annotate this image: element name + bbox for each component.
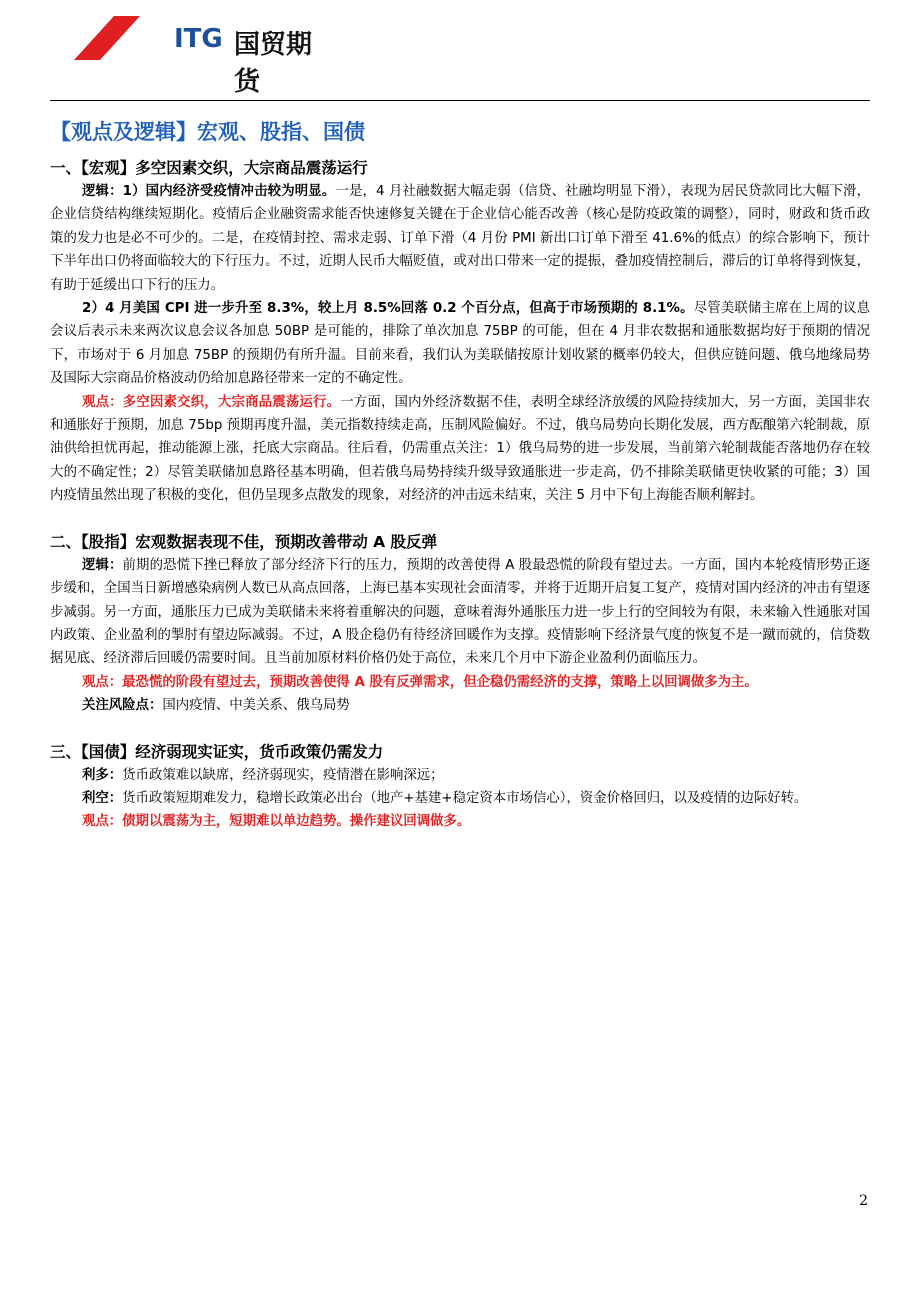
- macro-p2-text: 尽管美联储主席在上周的议息会议后表示未来两次议息会议各加息 50BP 是可能的，排除了单次加息 75BP 的可能，但在 4 月非农数据和通胀数据均好于预期的情况下，市场对于 6 月加息 75BP 的预期仍有所升温。目前来看，我们认为美联储按原计划收紧的概率仍较大，但供应链问题、俄乌地缘局势及国际大宗商品价格波动仍给加息路径带来一定的不确定性。: [50, 301, 871, 387]
- index-risk-text: 国内疫情、中美关系、俄乌局势: [162, 698, 350, 714]
- bond-heading: 三、【国债】经济弱现实证实，货币政策仍需发力: [50, 742, 384, 761]
- section-title: 【观点及逻辑】宏观、股指、国债: [50, 120, 365, 144]
- page-content: [50, 118, 870, 834]
- index-logic: [50, 554, 870, 671]
- bond-bear: [50, 787, 870, 810]
- macro-view-text: 一方面，国内外经济数据不佳，表明全球经济放缓的风险持续加大，另一方面，美国非农和通胀好于预期，加息 75bp 预期再度升温，美元指数持续走高，压制风险偏好。不过，俄乌局势向长期化发展，西方酝酿第六轮制裁，原油供给担忧再起，推动能源上涨，托底大宗商品。往后看，仍需重点关注：1）俄乌局势的进一步发展，当前第六轮制裁能否落地仍存在较大的不确定性；2）尽管美联储加息路径基本明确，但若俄乌局势持续升级导致通胀进一步走高，仍不排除美联储更快收紧的可能；3）国内疫情虽然出现了积极的变化，但仍呈现多点散发的现象，对经济的冲击远未结束，关注 5 月中下旬上海能否顺利解封。: [50, 394, 870, 504]
- macro-view-red: 观点：多空因素交织，大宗商品震荡运行。: [82, 394, 341, 410]
- index-view: [50, 671, 870, 694]
- bond-view-red: 观点：债期以震荡为主，短期难以单边趋势。操作建议回调做多。: [82, 814, 471, 830]
- macro-logic-2: [50, 297, 870, 391]
- macro-view: [50, 391, 870, 508]
- macro-p1-text: 一是，4 月社融数据大幅走弱（信贷、社融均明显下滑），表现为居民贷款同比大幅下滑，企业信贷结构继续短期化。疫情后企业融资需求能否快速修复关键在于企业信心能否改善（核心是防疫政策的调整），同时，财政和货币政策的发力也是必不可少的。二是，在疫情封控、需求走弱、订单下滑（4 月份 PMI 新出口订单下滑至 41.6%的低点）的综合影响下，预计下半年出口仍将面临较大的下行压力。不过，近期人民币大幅贬值，或对出口带来一定的提振，叠加疫情控制后，滞后的订单将得到恢复，有助于延缓出口下行的压力。: [50, 184, 870, 293]
- macro-logic-1: [50, 180, 870, 297]
- index-logic-text: 前期的恐慌下挫已释放了部分经济下行的压力，预期的改善使得 A 股最恐慌的阶段有望过去。一方面，国内本轮疫情形势正逐步缓和，全国当日新增感染病例人数已从高点回落，上海已基本实现社会面清零，并将于近期开启复工复产，疫情对国内经济的冲击有望逐步减弱。另一方面，通胀压力已成为美联储未来将着重解决的问题，意味着海外通胀压力进一步上行的空间较为有限，未来输入性通胀对国内政策、企业盈利的掣肘有望边际减弱。不过，A 股企稳仍有待经济回暖作为支撑。疫情影响下经济景气度的恢复不是一蹴而就的，信贷数据见底、经济滞后回暖仍需要时间。且当前加原材料价格仍处于高位，未来几个月中下游企业盈利仍面临压力。: [50, 557, 871, 667]
- page-number: 2: [859, 1193, 868, 1209]
- itg-logo: [74, 16, 334, 97]
- macro-p1-bold: 1）国内经济受疫情冲击较为明显。: [122, 184, 336, 199]
- macro-heading: 一、【宏观】多空因素交织，大宗商品震荡运行: [50, 159, 368, 177]
- bond-bull-text: 货币政策难以缺席，经济弱现实，疫情潜在影响深远；: [122, 767, 444, 783]
- index-heading: 二、【股指】宏观数据表现不佳，预期改善带动 A 股反弹: [50, 532, 438, 551]
- bond-bull: [50, 764, 870, 787]
- index-view-red: 观点：最恐慌的阶段有望过去，预期改善使得 A 股有反弹需求，但企稳仍需经济的支撑，策略上以回调做多为主。: [82, 674, 758, 690]
- logo-mark-icon: [74, 16, 174, 62]
- macro-p2-bold: 2）4 月美国 CPI 进一步升至 8.3%，较上月 8.5%回落 0.2 个百分点，但高于市场预期的 8.1%。: [82, 301, 694, 317]
- bond-bear-label: 利空：: [82, 790, 123, 806]
- logo-company-name: 国贸期货: [234, 30, 313, 97]
- bond-bull-label: 利多：: [82, 767, 123, 783]
- index-risk: [50, 694, 870, 717]
- bond-bear-text: 货币政策短期难发力，稳增长政策必出台（地产+基建+稳定资本市场信心），资金价格回归，以及疫情的边际好转。: [122, 790, 808, 806]
- page-header: [0, 0, 920, 104]
- index-risk-label: 关注风险点：: [82, 698, 163, 714]
- header-divider: [50, 100, 870, 101]
- bond-view: [50, 810, 870, 833]
- index-logic-label: 逻辑：: [82, 557, 123, 573]
- logo-brand-text: ITG: [174, 24, 223, 54]
- macro-logic-label: 逻辑：: [82, 184, 123, 199]
